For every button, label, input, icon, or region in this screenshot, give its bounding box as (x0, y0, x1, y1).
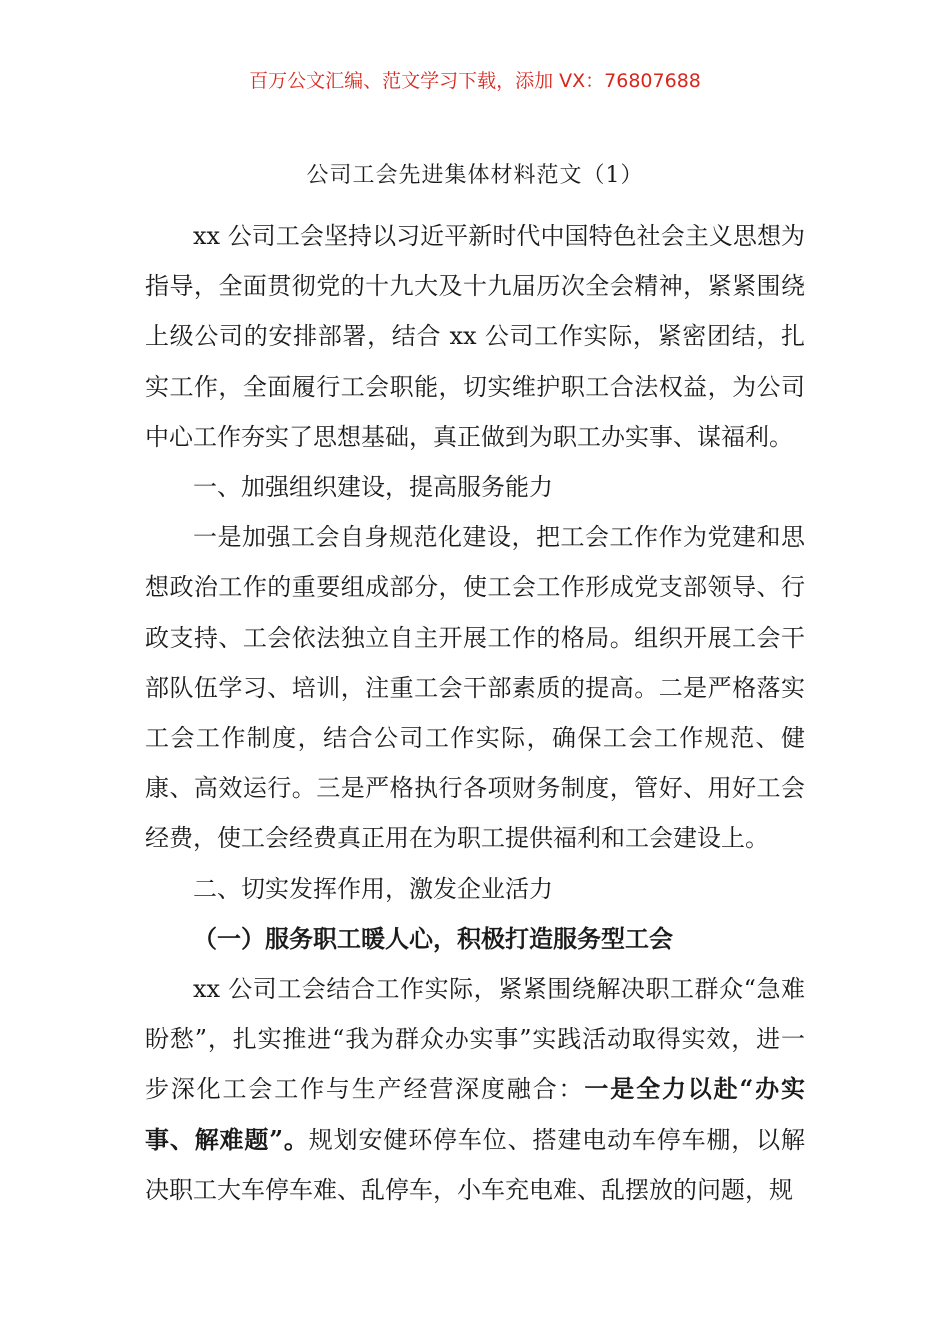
section-heading-1: 一、加强组织建设，提高服务能力 (193, 473, 553, 502)
paragraph-service-text: xx 公司工会结合工作实际，紧紧围绕解决职工群众“急难盼愁”，扎实推进“我为群众办实事”实践活动取得实效，进一步深化工会工作与生产经营深度融合： (145, 975, 805, 1104)
paragraph-service-bold: 一是全力以赴“办实事、解难题”。 (145, 1074, 805, 1154)
paragraph-intro: xx 公司工会坚持以习近平新时代中国特色社会主义思想为指导，全面贯彻党的十九大及十九届历次全会精神，紧紧围绕上级公司的安排部署，结合 xx 公司工作实际，紧密团结，扎实工作，全面履行工会职能，切实维护职工合法权益，为公司中心工作夯实了思想基础，真正做到为职工办实事、谋福利。 (145, 222, 805, 451)
paragraph-service-text-continued: 规划安健环停车位、搭建电动车停车棚，以解决职工大车停车难、乱停车，小车充电难、乱摆放的问题，规 (145, 1125, 805, 1204)
header-banner: 百万公文汇编、范文学习下载，添加 VX：76807688 (249, 70, 701, 92)
document-body (145, 211, 805, 1215)
paragraph-service (145, 964, 805, 1215)
document-title: 公司工会先进集体材料范文（1） (306, 163, 644, 188)
paragraph-organization: 一是加强工会自身规范化建设，把工会工作作为党建和思想政治工作的重要组成部分，使工会工作形成党支部领导、行政支持、工会依法独立自主开展工作的格局。组织开展工会干部队伍学习、培训，注重工会干部素质的提高。二是严格落实工会工作制度，结合公司工作实际，确保工会工作规范、健康、高效运行。三是严格执行各项财务制度，管好、用好工会经费，使工会经费真正用在为职工提供福利和工会建设上。 (145, 523, 805, 853)
section-heading-2: 二、切实发挥作用，激发企业活力 (193, 874, 553, 903)
subsection-heading-1: （一）服务职工暖人心，积极打造服务型工会 (193, 923, 673, 953)
